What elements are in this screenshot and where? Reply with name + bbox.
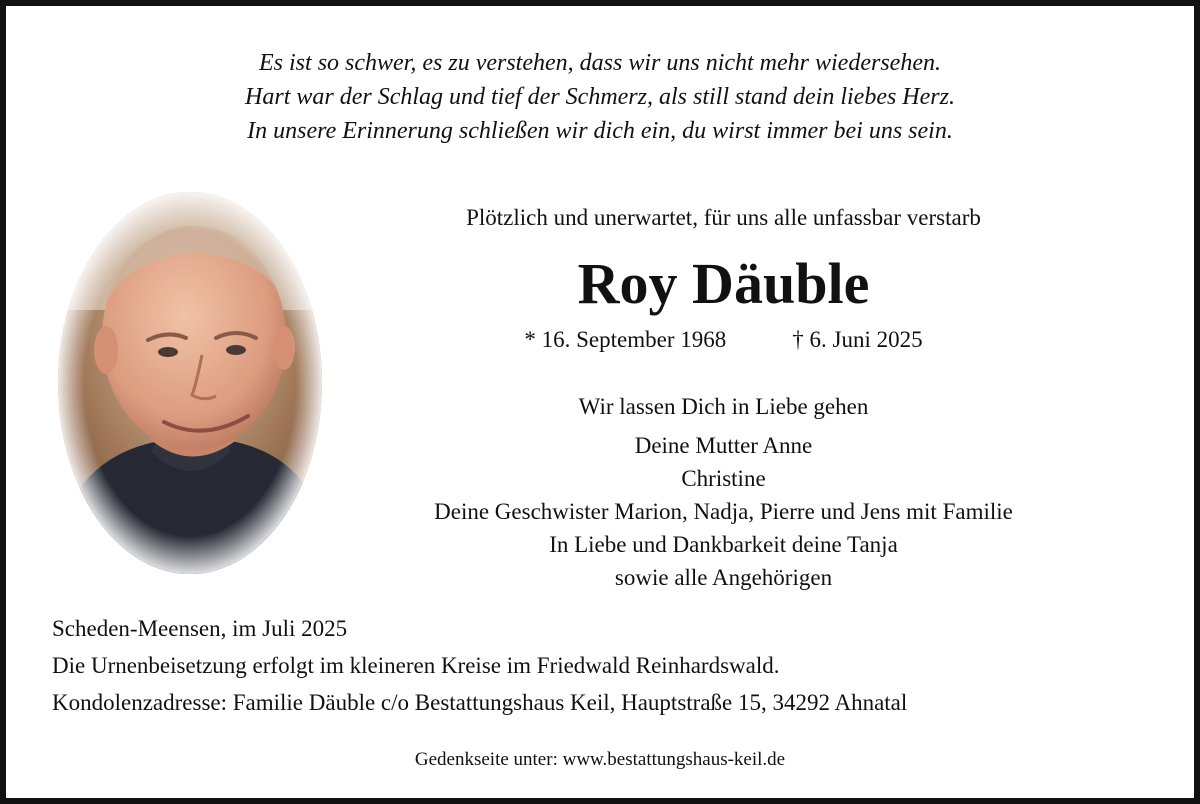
poem-line: In unsere Erinnerung schließen wir dich ein, du wirst immer bei uns sein. bbox=[247, 118, 953, 144]
mourner-line: Deine Mutter Anne bbox=[634, 433, 813, 458]
portrait-photo bbox=[56, 190, 324, 576]
deceased-name: Roy Däuble bbox=[577, 251, 870, 316]
memorial-page-link: Gedenkseite unter: www.bestattungshaus-keil.de bbox=[414, 749, 786, 770]
footer-info bbox=[52, 610, 907, 721]
farewell-line: Wir lassen Dich in Liebe gehen bbox=[578, 394, 869, 419]
mourner-line: In Liebe und Dankbarkeit deine Tanja bbox=[549, 532, 898, 557]
place-date: Scheden-Meensen, im Juli 2025 bbox=[52, 616, 348, 641]
birth-date: * 16. September 1968 bbox=[524, 327, 727, 352]
mourner-line: Christine bbox=[681, 466, 766, 491]
mourners-list bbox=[346, 390, 1101, 594]
life-dates bbox=[346, 324, 1101, 356]
condolence-address: Kondolenzadresse: Familie Däuble c/o Bestattungshaus Keil, Hauptstraße 15, 34292 Ahnatal bbox=[52, 690, 908, 715]
burial-info: Die Urnenbeisetzung erfolgt im kleineren Kreise im Friedwald Reinhardswald. bbox=[52, 653, 780, 678]
intro-text: Plötzlich und unerwartet, für uns alle unfassbar verstarb bbox=[466, 205, 981, 230]
poem-line: Es ist so schwer, es zu verstehen, dass wir uns nicht mehr wiedersehen. bbox=[259, 50, 941, 76]
mourner-line: Deine Geschwister Marion, Nadja, Pierre und Jens mit Familie bbox=[434, 499, 1013, 524]
poem-line: Hart war der Schlag und tief der Schmerz, als still stand dein liebes Herz. bbox=[245, 84, 955, 110]
mourner-line: sowie alle Angehörigen bbox=[614, 565, 833, 590]
death-date: † 6. Juni 2025 bbox=[792, 327, 923, 352]
memorial-poem bbox=[6, 46, 1194, 148]
